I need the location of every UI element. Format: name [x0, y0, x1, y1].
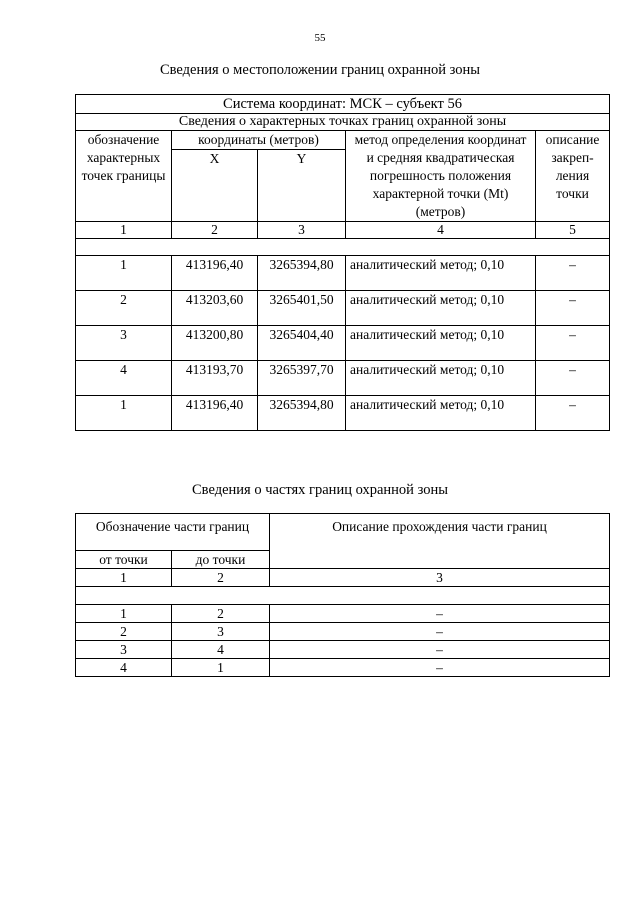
point-cell: 4	[76, 361, 172, 396]
from-point-cell: 4	[76, 659, 172, 677]
header-x: X	[172, 150, 258, 222]
to-point-cell: 1	[172, 659, 270, 677]
coordinate-system: Система координат: МСК – субъект 56	[76, 95, 610, 114]
to-point-cell: 3	[172, 623, 270, 641]
header-coordinates: координаты (метров)	[172, 131, 346, 150]
table-row	[76, 396, 610, 431]
description-cell: –	[536, 396, 610, 431]
x-cell: 413203,60	[172, 291, 258, 326]
x-cell: 413193,70	[172, 361, 258, 396]
from-point-cell: 3	[76, 641, 172, 659]
empty-cell	[76, 587, 610, 605]
table-row	[76, 605, 610, 623]
section-title-boundaries: Сведения о местоположении границ охранной зоны	[159, 62, 480, 78]
table-row	[76, 659, 610, 677]
table-row	[76, 623, 610, 641]
point-cell: 1	[76, 256, 172, 291]
column-number: 5	[536, 222, 610, 239]
y-cell: 3265404,40	[258, 326, 346, 361]
method-cell: аналитический метод; 0,10	[346, 361, 536, 396]
header-y: Y	[258, 150, 346, 222]
from-point-cell: 2	[76, 623, 172, 641]
table-row	[76, 95, 610, 114]
column-numbers-row	[76, 569, 610, 587]
header-method: метод определения координат и средняя квадратическая погрешность положения характерной точки (Mt) (метров)	[346, 131, 536, 222]
y-cell: 3265394,80	[258, 256, 346, 291]
column-number: 1	[76, 569, 172, 587]
y-cell: 3265394,80	[258, 396, 346, 431]
table-row	[76, 361, 610, 396]
header-point-designation: обозначение характерных точек границы	[76, 131, 172, 222]
x-cell: 413196,40	[172, 396, 258, 431]
table-row	[76, 326, 610, 361]
part-description-cell: –	[270, 641, 610, 659]
table-row	[76, 291, 610, 326]
part-description-cell: –	[270, 659, 610, 677]
page-number: 55	[314, 32, 326, 44]
column-number: 3	[258, 222, 346, 239]
column-number: 1	[76, 222, 172, 239]
method-cell: аналитический метод; 0,10	[346, 256, 536, 291]
header-point-description: описание закреп-ления точки	[536, 131, 610, 222]
description-cell: –	[536, 291, 610, 326]
part-description-cell: –	[270, 623, 610, 641]
method-cell: аналитический метод; 0,10	[346, 326, 536, 361]
header-part-designation: Обозначение части границ	[76, 514, 270, 551]
boundary-parts-table	[75, 513, 610, 677]
header-part-description: Описание прохождения части границ	[270, 514, 610, 569]
y-cell: 3265397,70	[258, 361, 346, 396]
empty-row	[76, 587, 610, 605]
description-cell: –	[536, 256, 610, 291]
description-cell: –	[536, 361, 610, 396]
description-cell: –	[536, 326, 610, 361]
column-number: 3	[270, 569, 610, 587]
characteristic-points-table	[75, 94, 610, 431]
header-from-point: от точки	[76, 551, 172, 569]
method-cell: аналитический метод; 0,10	[346, 396, 536, 431]
point-cell: 2	[76, 291, 172, 326]
header-to-point: до точки	[172, 551, 270, 569]
from-point-cell: 1	[76, 605, 172, 623]
method-cell: аналитический метод; 0,10	[346, 291, 536, 326]
empty-row	[76, 239, 610, 256]
y-cell: 3265401,50	[258, 291, 346, 326]
to-point-cell: 4	[172, 641, 270, 659]
section-title-boundary-parts: Сведения о частях границ охранной зоны	[192, 482, 448, 498]
to-point-cell: 2	[172, 605, 270, 623]
x-cell: 413196,40	[172, 256, 258, 291]
point-cell: 3	[76, 326, 172, 361]
table-subtitle: Сведения о характерных точках границ охранной зоны	[76, 114, 610, 131]
table-header-row	[76, 131, 610, 150]
column-number: 2	[172, 222, 258, 239]
column-number: 2	[172, 569, 270, 587]
table-header-row	[76, 514, 610, 551]
column-numbers-row	[76, 222, 610, 239]
empty-cell	[76, 239, 610, 256]
part-description-cell: –	[270, 605, 610, 623]
table-row	[76, 641, 610, 659]
table-row	[76, 256, 610, 291]
x-cell: 413200,80	[172, 326, 258, 361]
table-row	[76, 114, 610, 131]
column-number: 4	[346, 222, 536, 239]
point-cell: 1	[76, 396, 172, 431]
